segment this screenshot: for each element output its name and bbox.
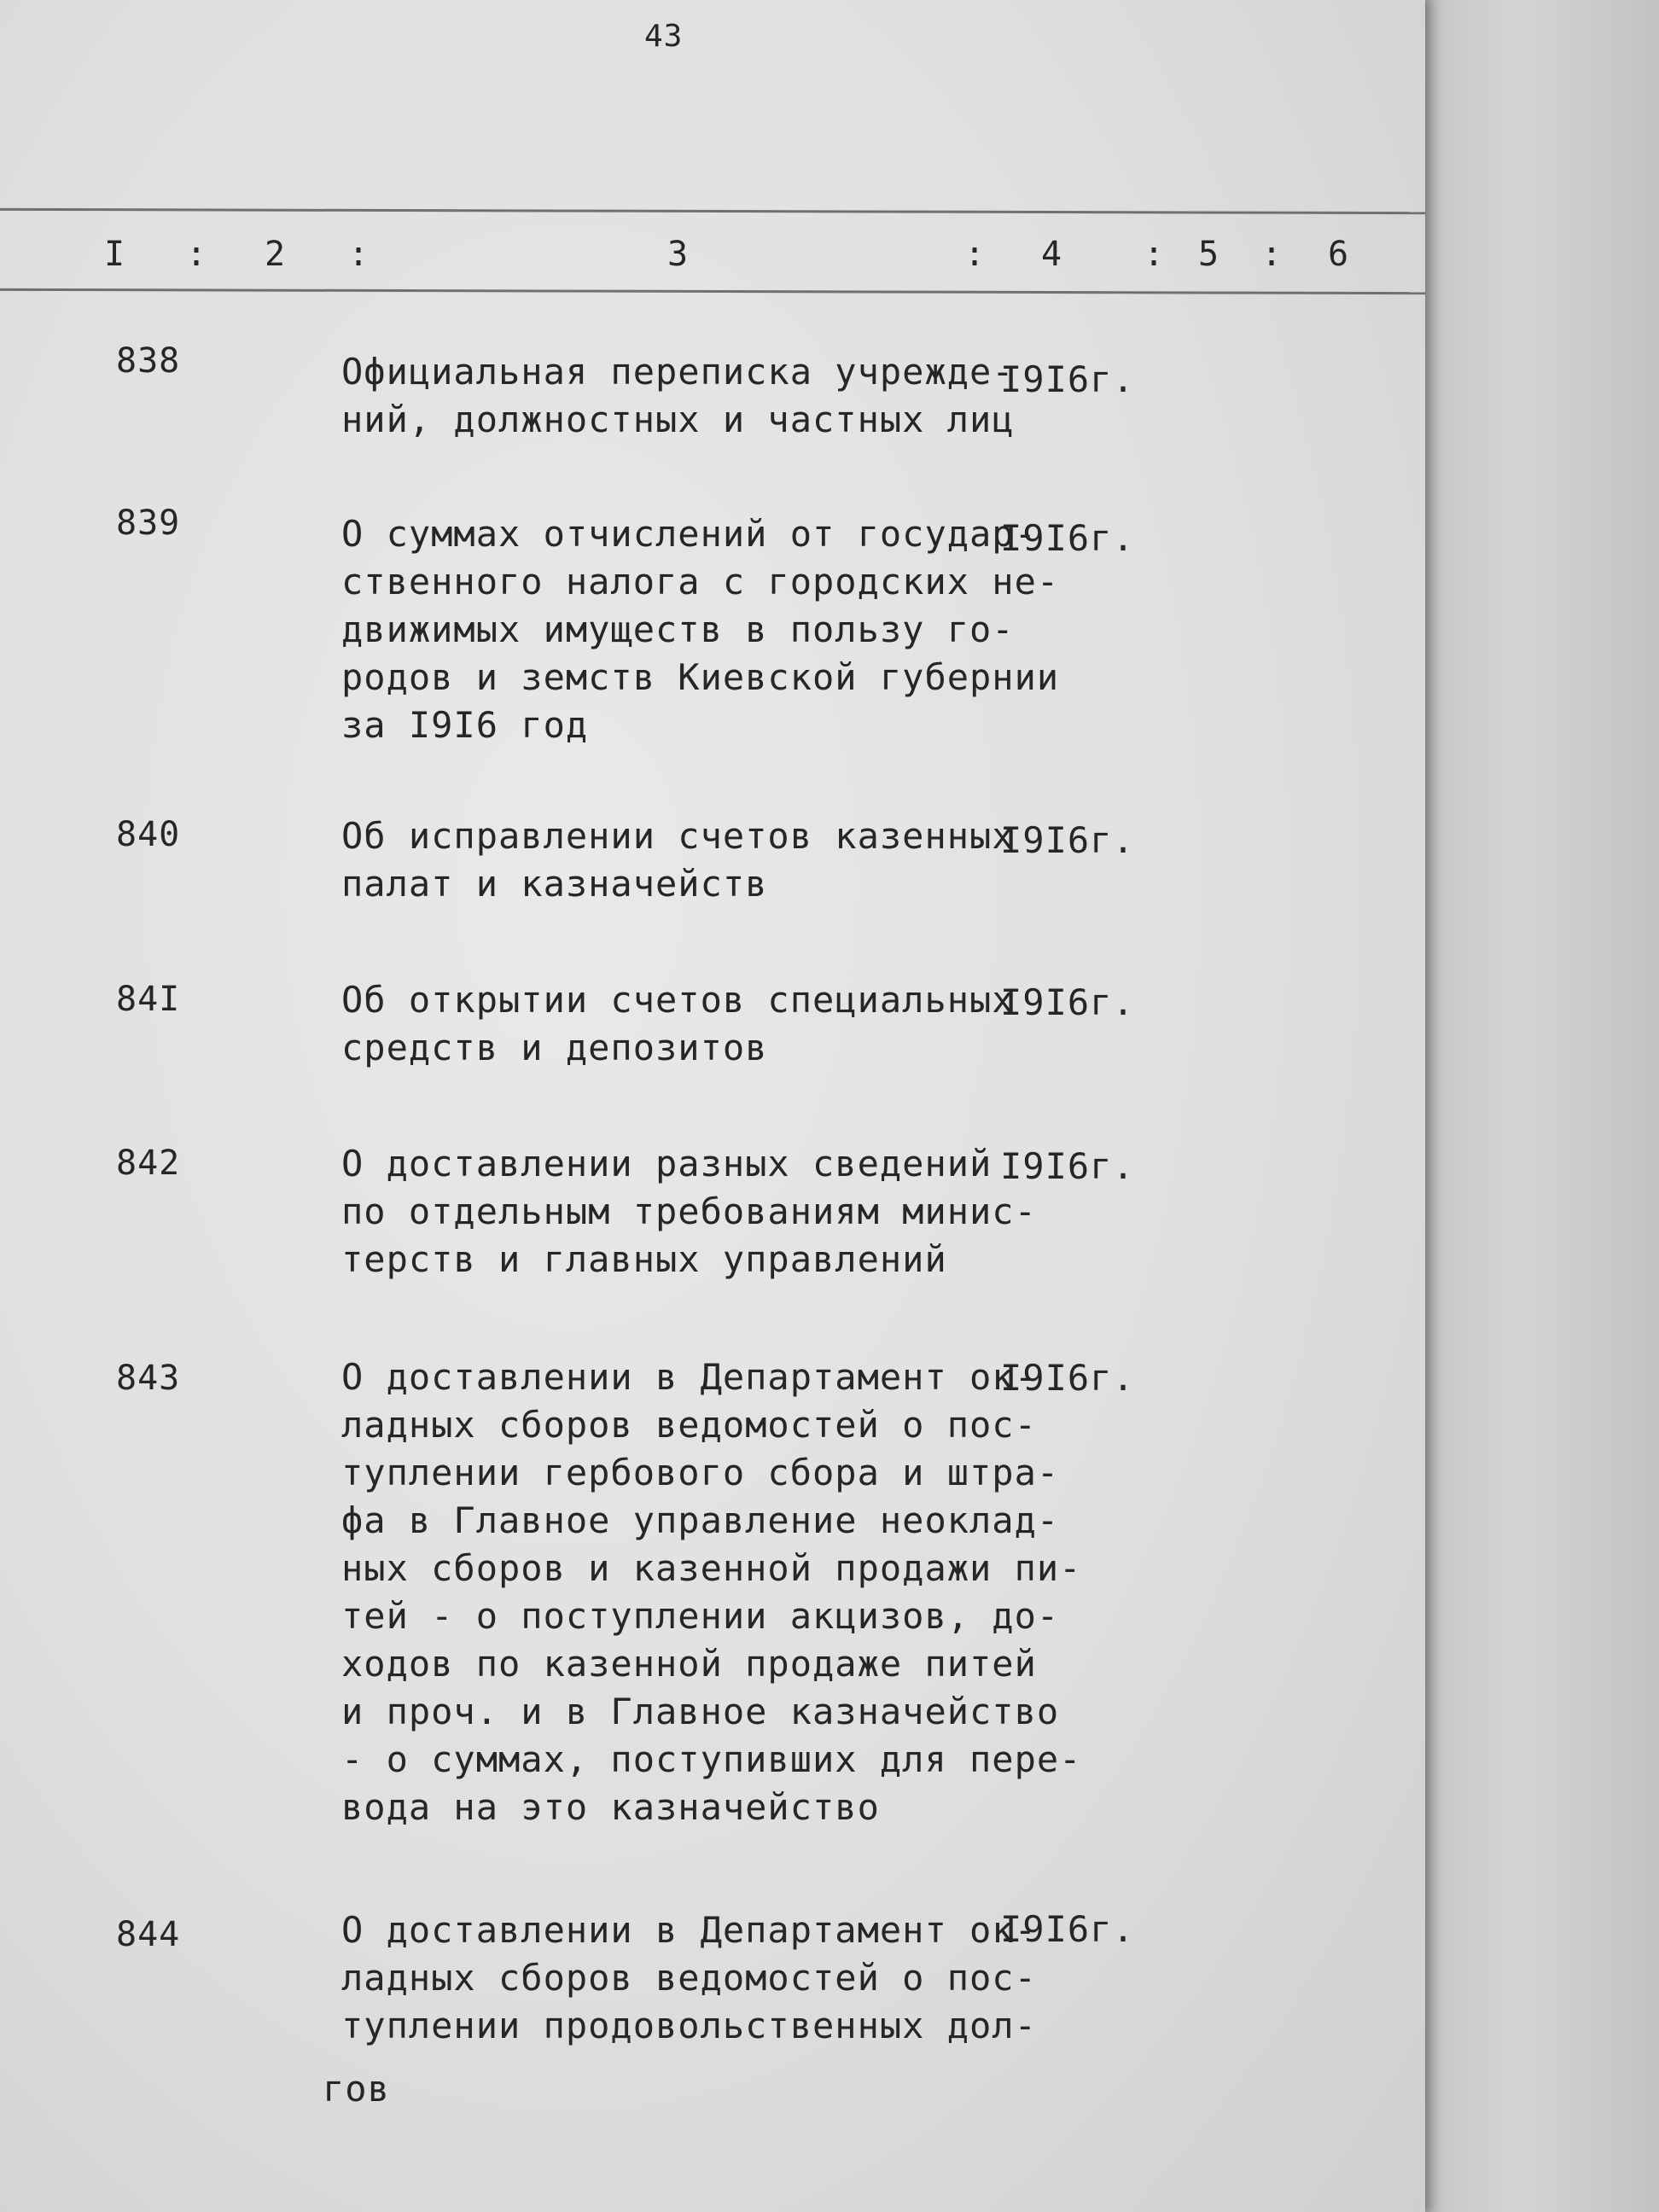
item-date: I9I6г. xyxy=(1000,819,1135,861)
column-header-6: 6 xyxy=(1328,235,1350,274)
title-line: О доставлении в Департамент ок- xyxy=(341,1356,1037,1398)
title-line: Официальная переписка учрежде- xyxy=(341,351,1015,393)
title-line: ний, должностных и частных лиц xyxy=(341,399,1015,440)
item-title xyxy=(341,1140,1037,1284)
item-date: I9I6г. xyxy=(1000,1908,1135,1950)
title-line: по отдельным требованиям минис- xyxy=(341,1190,1037,1232)
title-line: туплении гербового сбора и штра- xyxy=(341,1452,1060,1493)
item-title xyxy=(341,510,1060,749)
item-title xyxy=(341,976,1015,1072)
title-line: ладных сборов ведомостей о пос- xyxy=(341,1404,1037,1446)
title-line: тей - о поступлении акцизов, до- xyxy=(341,1595,1060,1637)
page-number: 43 xyxy=(644,19,684,54)
title-line: ладных сборов ведомостей о пос- xyxy=(341,1957,1037,1999)
title-line: ственного налога с городских не- xyxy=(341,561,1060,602)
column-header-2: 2 xyxy=(265,235,287,274)
item-number: 840 xyxy=(116,815,181,854)
column-separator: : xyxy=(1261,235,1284,274)
title-line: вода на это казначейство xyxy=(341,1786,880,1828)
item-number: 842 xyxy=(116,1144,181,1183)
column-separator: : xyxy=(186,235,208,274)
title-line: и проч. и в Главное казначейство xyxy=(341,1691,1060,1732)
title-line: ных сборов и казенной продажи пи- xyxy=(341,1547,1082,1589)
header-rule-top xyxy=(0,208,1425,214)
underlying-page xyxy=(1425,0,1659,2212)
column-header-5: 5 xyxy=(1198,235,1220,274)
item-number: 839 xyxy=(116,504,181,543)
title-line: - о суммах, поступивших для пере- xyxy=(341,1738,1082,1780)
continuation-text: гов xyxy=(323,2068,390,2110)
title-line: О суммах отчислений от государ- xyxy=(341,513,1037,555)
item-date: I9I6г. xyxy=(1000,1357,1135,1399)
item-number: 838 xyxy=(116,341,181,381)
column-separator: : xyxy=(964,235,987,274)
item-date: I9I6г. xyxy=(1000,517,1135,559)
item-number: 844 xyxy=(116,1915,181,1954)
title-line: фа в Главное управление неоклад- xyxy=(341,1499,1060,1541)
title-line: О доставлении в Департамент ок- xyxy=(341,1909,1037,1951)
title-line: за I9I6 год xyxy=(341,704,589,746)
column-header-3: 3 xyxy=(667,235,690,274)
title-line: Об исправлении счетов казенных xyxy=(341,815,1015,857)
title-line: движимых имуществ в пользу го- xyxy=(341,608,1015,650)
column-header-4: 4 xyxy=(1041,235,1063,274)
column-separator: : xyxy=(1144,235,1166,274)
title-line: родов и земств Киевской губернии xyxy=(341,656,1060,698)
column-separator: : xyxy=(348,235,370,274)
item-number: 843 xyxy=(116,1359,181,1398)
item-number: 84I xyxy=(116,980,181,1019)
item-date: I9I6г. xyxy=(1000,981,1135,1023)
title-line: Об открытии счетов специальных xyxy=(341,979,1015,1021)
item-date: I9I6г. xyxy=(1000,358,1135,400)
item-date: I9I6г. xyxy=(1000,1145,1135,1187)
column-header-1: I xyxy=(104,235,126,274)
title-line: О доставлении разных сведений xyxy=(341,1143,992,1185)
title-line: палат и казначейств xyxy=(341,863,768,905)
item-title xyxy=(341,348,1015,444)
title-line: терств и главных управлений xyxy=(341,1238,947,1280)
title-line: туплении продовольственных дол- xyxy=(341,2005,1037,2046)
header-rule-bottom xyxy=(0,288,1425,294)
title-line: ходов по казенной продаже питей xyxy=(341,1643,1037,1685)
item-title xyxy=(341,1906,1037,2050)
title-line: средств и депозитов xyxy=(341,1027,768,1068)
item-title xyxy=(341,812,1015,908)
